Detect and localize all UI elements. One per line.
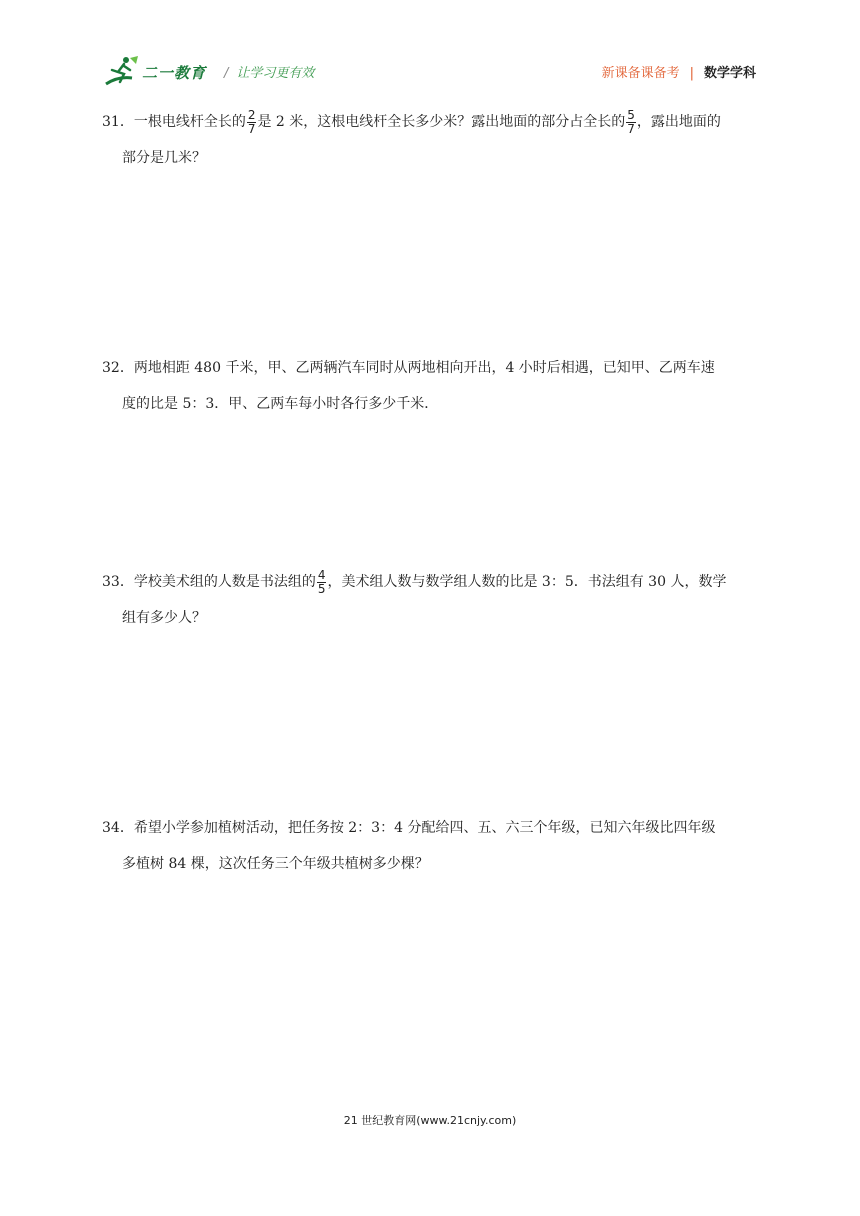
slogan-text: 让学习更有效 [236,66,315,81]
fraction-numerator: 4 [317,567,326,582]
fraction [247,109,257,136]
fraction-denominator: 5 [317,581,326,596]
question-text: 两地相距 480 千米，甲、乙两辆汽车同时从两地相向开出，4 小时后相遇，已知甲、乙两车速 [133,360,715,376]
runner-logo-icon [102,54,146,88]
subject-label: 数学学科 [703,66,756,81]
logo-text: 二一教育 [142,64,207,82]
fraction-denominator: 7 [247,121,256,136]
question-line: 度的比是 5：3．甲、乙两车每小时各行多少千米． [122,396,439,412]
question-number: 31． [102,114,134,130]
question-text: ，露出地面的 [636,114,721,130]
fraction [626,109,636,136]
fraction [317,569,327,596]
question-line [102,564,762,600]
question-31 [102,104,762,176]
question-line [102,104,762,140]
fraction-numerator: 2 [247,107,256,122]
question-text: 一根电线杆全长的 [133,114,246,130]
question-line [102,810,762,846]
question-line: 部分是几米？ [122,150,206,166]
question-number: 33． [102,574,134,590]
tagline: 新课备课备考 [601,66,680,81]
page-header [0,0,860,96]
question-number: 32． [102,360,134,376]
slogan [224,62,314,81]
question-line: 组有多少人？ [122,610,206,626]
question-text: 是 2 米，这根电线杆全长多少米？露出地面的部分占全长的 [257,114,626,130]
question-line [102,350,762,386]
question-text: 学校美术组的人数是书法组的 [133,574,316,590]
fraction-denominator: 7 [627,121,635,136]
question-33 [102,564,762,636]
question-text: 希望小学参加植树活动，把任务按 2：3：4 分配给四、五、六三个年级，已知六年级比四年级 [133,820,716,836]
question-34 [102,810,762,882]
header-divider: | [689,66,694,81]
slogan-slash: / [224,66,229,81]
fraction-numerator: 5 [627,107,635,122]
question-text: ，美术组人数与数学组人数的比是 3：5．书法组有 30 人，数学 [327,574,727,590]
question-number: 34． [102,820,134,836]
question-line: 多植树 84 棵，这次任务三个年级共植树多少棵？ [122,856,429,872]
header-right [602,62,756,81]
question-32 [102,350,762,422]
logo [102,54,214,90]
page-footer: 21 世纪教育网(www.21cnjy.com) [343,1114,517,1127]
